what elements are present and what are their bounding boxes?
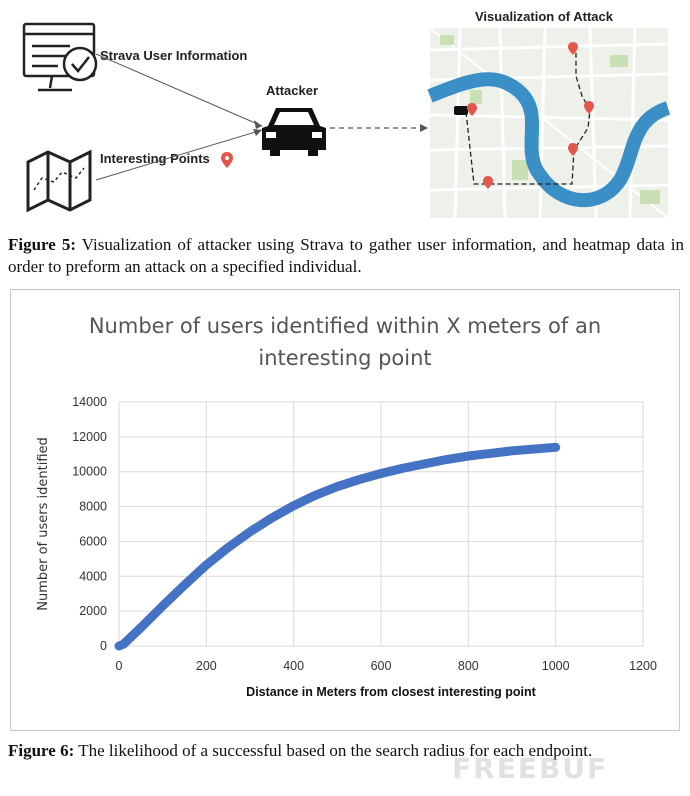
x-tick-label: 1000	[541, 659, 570, 673]
y-tick-label: 4000	[79, 569, 107, 584]
series-line	[119, 447, 556, 646]
y-tick-label: 0	[100, 639, 107, 653]
x-tick-label: 600	[370, 659, 392, 673]
y-tick-label: 6000	[79, 534, 107, 549]
y-axis-label: Number of users identified	[36, 437, 51, 611]
city-map-icon	[430, 28, 668, 218]
y-tick-label: 14000	[72, 395, 107, 409]
attacker-label: Attacker	[266, 83, 319, 98]
figure6-caption-label: Figure 6:	[8, 741, 75, 760]
computer-check-icon	[24, 24, 96, 90]
x-axis-label: Distance in Meters from closest interesting point	[246, 685, 536, 699]
x-tick-label: 0	[115, 659, 123, 673]
line-chart	[11, 290, 679, 730]
user-info-label: Strava User Information	[100, 48, 248, 63]
arrow-user-info	[96, 54, 262, 126]
car-icon	[262, 108, 326, 156]
watermark: FREEBUF	[452, 752, 609, 785]
chart-container	[10, 289, 680, 731]
y-tick-label: 2000	[79, 604, 107, 619]
x-tick-label: 200	[195, 659, 217, 673]
x-tick-label: 1200	[629, 659, 657, 673]
folded-map-icon	[28, 152, 90, 210]
y-tick-label: 8000	[79, 499, 107, 514]
figure5-caption-label: Figure 5:	[8, 235, 77, 254]
x-tick-label: 800	[457, 659, 479, 673]
map-pin-icon	[221, 152, 233, 168]
figure5-caption	[8, 234, 684, 278]
visualization-label: Visualization of Attack	[475, 9, 613, 24]
figure6-caption-text: The likelihood of a successful based on the search radius for each endpoint.	[74, 741, 593, 760]
chart-title: Number of users identified within X meters of an interesting point	[88, 314, 602, 370]
y-tick-label: 12000	[72, 429, 107, 444]
figure5-caption-text: Visualization of attacker using Strava to gather user information, and heatmap data in order to preform an attack on a specified individual.	[8, 235, 684, 276]
interesting-points-label: Interesting Points	[100, 151, 210, 166]
attack-diagram	[0, 0, 690, 228]
y-tick-label: 10000	[72, 464, 107, 479]
x-tick-label: 400	[283, 659, 305, 673]
